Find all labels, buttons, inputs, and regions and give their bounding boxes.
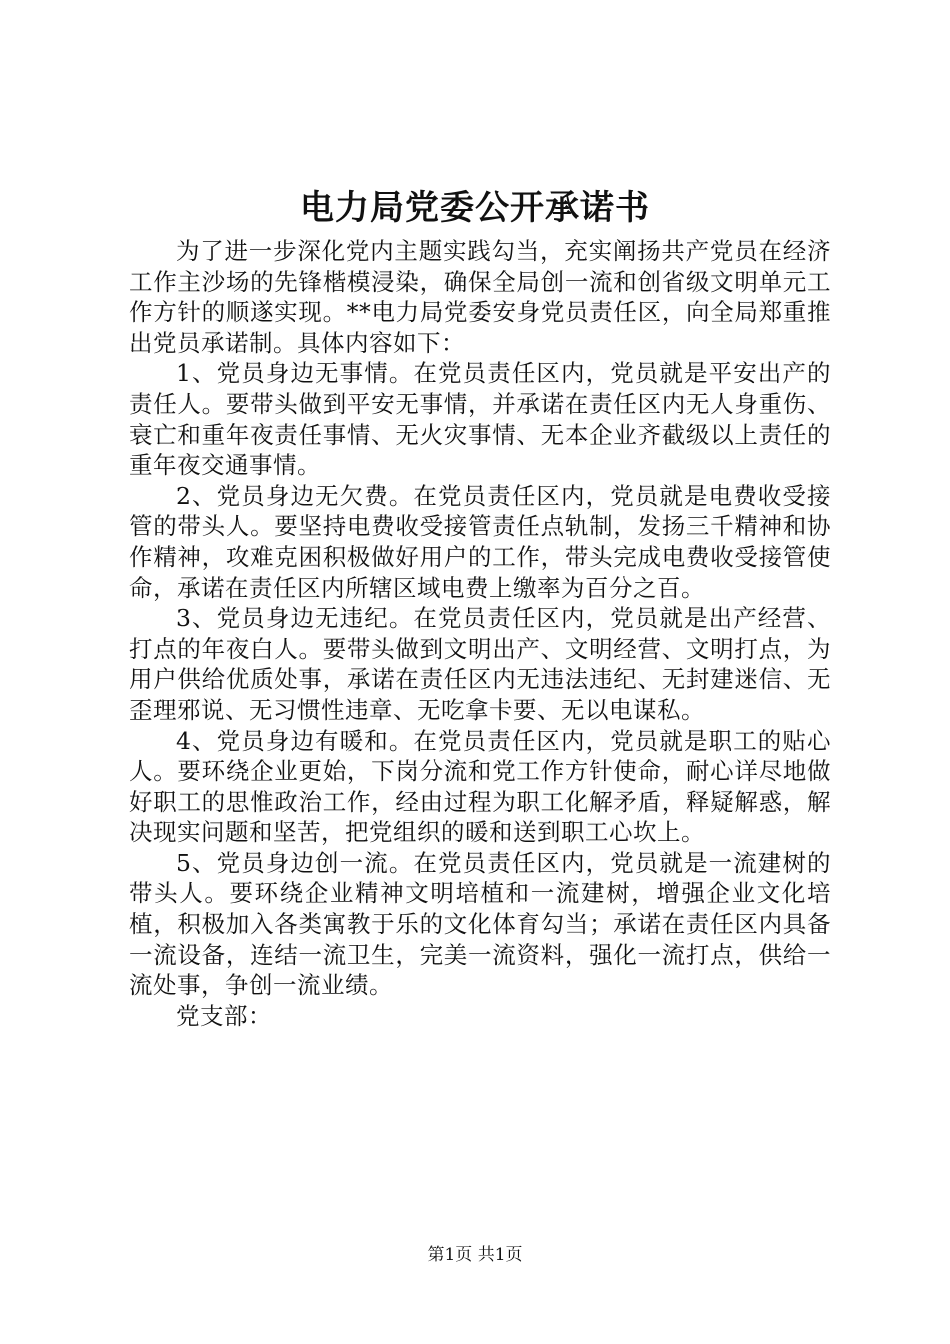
page-number-footer: 第1页 共1页 bbox=[427, 1245, 523, 1265]
signature-line: 党支部： bbox=[176, 1001, 272, 1030]
document-title: 电力局党委公开承诺书 bbox=[300, 188, 650, 228]
commitment-item-4: 4、党员身边有暖和。在党员责任区内，党员就是职工的贴心人。要环绕企业更始，下岗分流和党工作方针使命，耐心详尽地做好职工的思惟政治工作，经由过程为职工化解矛盾，释疑解惑，解决现实问题和坚苦，把党组织的暖和送到职工心坎上。 bbox=[129, 726, 831, 847]
document-body bbox=[129, 236, 831, 1031]
commitment-item-2: 2、党员身边无欠费。在党员责任区内，党员就是电费收受接管的带头人。要坚持电费收受接管责任点轨制，发扬三千精神和协作精神，攻难克困积极做好用户的工作，带头完成电费收受接管使命，承诺在责任区内所辖区域电费上缴率为百分之百。 bbox=[129, 481, 831, 602]
commitment-item-5: 5、党员身边创一流。在党员责任区内，党员就是一流建树的带头人。要环绕企业精神文明培植和一流建树，增强企业文化培植，积极加入各类寓教于乐的文化体育勾当；承诺在责任区内具备一流设备，连结一流卫生，完美一流资料，强化一流打点，供给一流处事，争创一流业绩。 bbox=[129, 848, 831, 1000]
commitment-item-3: 3、党员身边无违纪。在党员责任区内，党员就是出产经营、打点的年夜白人。要带头做到文明出产、文明经营、文明打点，为用户供给优质处事，承诺在责任区内无违法违纪、无封建迷信、无歪理邪说、无习惯性违章、无吃拿卡要、无以电谋私。 bbox=[129, 604, 831, 724]
commitment-item-1: 1、党员身边无事情。在党员责任区内，党员就是平安出产的责任人。要带头做到平安无事情，并承诺在责任区内无人身重伤、衰亡和重年夜责任事情、无火灾事情、无本企业齐截级以上责任的重年夜交通事情。 bbox=[129, 359, 831, 480]
intro-paragraph: 为了进一步深化党内主题实践勾当，充实阐扬共产党员在经济工作主沙场的先锋楷模浸染，确保全局创一流和创省级文明单元工作方针的顺遂实现。**电力局党委安身党员责任区，向全局郑重推出党员承诺制。具体内容如下： bbox=[129, 237, 831, 357]
